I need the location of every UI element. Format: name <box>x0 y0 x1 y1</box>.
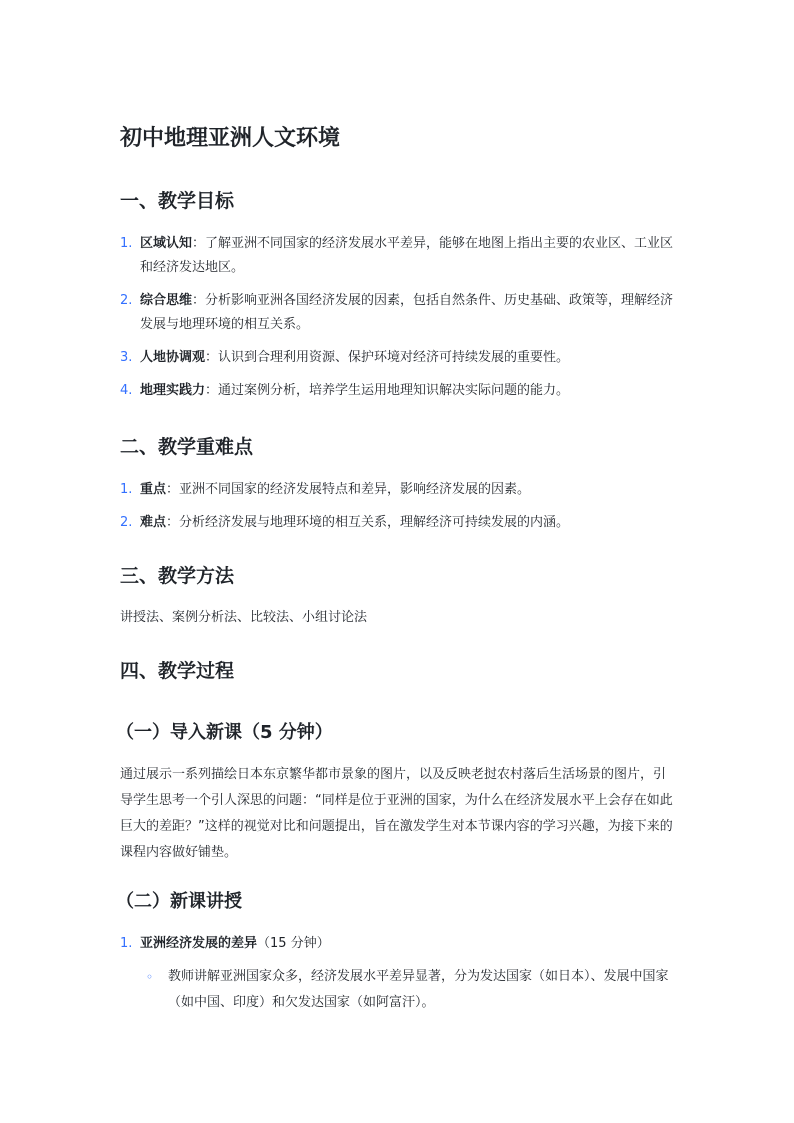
goal-term: 人地协调观 <box>140 350 206 365</box>
goals-list <box>120 232 675 412</box>
goals-item <box>120 346 675 370</box>
key-point-item <box>120 511 675 535</box>
key-point-text: ：分析经济发展与地理环境的相互关系，理解经济可持续发展的内涵。 <box>166 515 570 530</box>
bullet-icon: ◦ <box>146 970 154 984</box>
goals-heading: 一、教学目标 <box>120 190 235 212</box>
goal-text: ：分析影响亚洲各国经济发展的因素，包括自然条件、历史基础、政策等，理解经济发展与地理环境的相互关系。 <box>140 293 674 332</box>
new-lesson-list <box>120 932 675 1025</box>
goals-item <box>120 379 675 403</box>
key-point-item <box>120 478 675 502</box>
key-points-list <box>120 478 675 544</box>
list-number: 2. <box>120 515 133 530</box>
new-lesson-heading: （二）新课讲授 <box>116 891 242 912</box>
methods-heading: 三、教学方法 <box>120 565 235 587</box>
list-number: 1. <box>120 482 133 497</box>
list-number: 4. <box>120 383 133 398</box>
goal-term: 区域认知 <box>140 236 193 251</box>
list-number: 1. <box>120 236 133 251</box>
intro-heading: （一）导入新课（5 分钟） <box>116 722 333 743</box>
list-number: 3. <box>120 350 133 365</box>
new-lesson-term: 亚洲经济发展的差异 <box>140 936 258 951</box>
sub-item-text: 教师讲解亚洲国家众多，经济发展水平差异显著，分为发达国家（如日本）、发展中国家（如中国、印度）和欠发达国家（如阿富汗）。 <box>168 969 669 1010</box>
key-point-term: 难点 <box>140 515 167 530</box>
key-point-term: 重点 <box>140 482 167 497</box>
process-heading: 四、教学过程 <box>120 660 235 682</box>
goal-term: 综合思维 <box>140 293 193 308</box>
goal-text: ：认识到合理利用资源、保护环境对经济可持续发展的重要性。 <box>205 350 570 365</box>
goal-text: ：通过案例分析，培养学生运用地理知识解决实际问题的能力。 <box>205 383 570 398</box>
goals-item <box>120 289 675 337</box>
goals-item <box>120 232 675 280</box>
goal-term: 地理实践力 <box>140 383 206 398</box>
key-point-text: ：亚洲不同国家的经济发展特点和差异，影响经济发展的因素。 <box>166 482 531 497</box>
goal-text: ：了解亚洲不同国家的经济发展水平差异，能够在地图上指出主要的农业区、工业区和经济发达地区。 <box>140 236 674 275</box>
new-lesson-sublist <box>120 964 675 1016</box>
document-title: 初中地理亚洲人文环境 <box>120 126 341 151</box>
new-lesson-item <box>120 932 675 1016</box>
key-points-heading: 二、教学重难点 <box>120 436 254 458</box>
list-number: 1. <box>120 936 133 951</box>
new-lesson-duration: （15 分钟） <box>257 936 330 951</box>
methods-text: 讲授法、案例分析法、比较法、小组讨论法 <box>120 610 368 625</box>
list-number: 2. <box>120 293 133 308</box>
intro-paragraph: 通过展示一系列描绘日本东京繁华都市景象的图片，以及反映老挝农村落后生活场景的图片，引导学生思考一个引人深思的问题：“同样是位于亚洲的国家，为什么在经济发展水平上会存在如此巨大的差距？”这样的视觉对比和问题提出，旨在激发学生对本节课内容的学习兴趣，为接下来的课程内容做好铺垫。 <box>120 767 673 860</box>
sub-list-item <box>140 964 675 1016</box>
